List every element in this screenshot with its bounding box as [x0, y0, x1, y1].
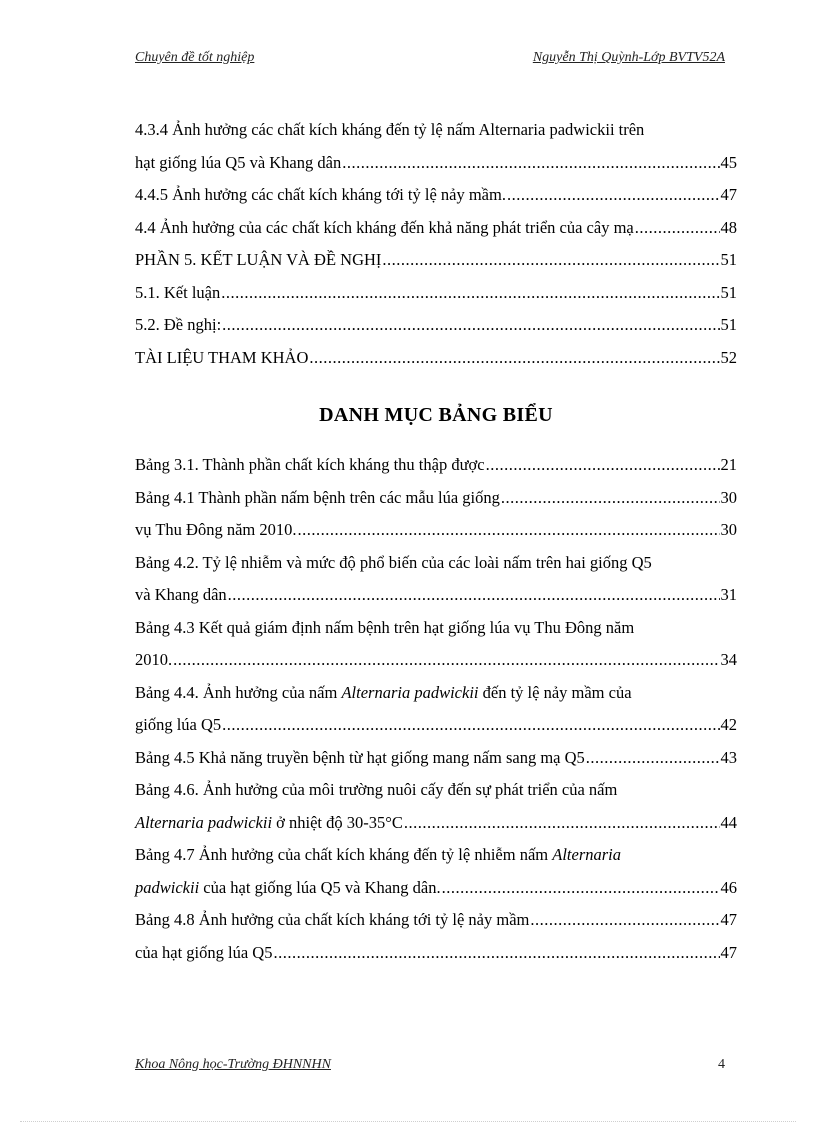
dot-leader: [309, 342, 719, 375]
dot-leader: [273, 937, 719, 970]
entry-text: của hạt giống lúa Q5: [135, 942, 273, 962]
header-right: Nguyễn Thị Quỳnh-Lớp BVTV52A: [532, 50, 725, 65]
dot-leader: [530, 904, 719, 937]
entry-page: 45: [720, 152, 737, 172]
toc-entry: [135, 179, 737, 212]
entry-first-line: Bảng 4.6. Ảnh hưởng của môi trường nuôi cấy đến sự phát triển của nấm: [135, 780, 618, 799]
table-entry: [135, 547, 737, 612]
dot-leader: [486, 449, 720, 482]
table-entry: [135, 742, 737, 775]
table-entry: [135, 449, 737, 482]
species-name: Alternaria padwickii: [135, 812, 273, 832]
dot-leader: [586, 742, 720, 775]
species-name: Alternaria padwickii: [341, 682, 479, 702]
table-entry: [135, 677, 737, 742]
toc-entry: [135, 309, 737, 342]
toc-section: [135, 114, 737, 374]
entry-text: và Khang dân: [135, 585, 227, 604]
entry-text: PHẦN 5. KẾT LUẬN VÀ ĐỀ NGHỊ: [135, 250, 382, 269]
entry-page: 51: [720, 315, 737, 334]
species-name: Alternaria: [552, 845, 621, 864]
toc-entry: [135, 114, 737, 179]
entry-text: 2010.: [135, 650, 173, 669]
entry-page: 44: [720, 812, 737, 832]
entry-first-line: [135, 839, 737, 872]
entry-page: 42: [720, 715, 737, 734]
entry-text: [135, 807, 403, 840]
toc-entry: [135, 244, 737, 277]
dot-leader: [635, 212, 720, 245]
dot-leader: [173, 644, 719, 677]
entry-text: 5.2. Đề nghị:: [135, 315, 222, 334]
entry-text: TÀI LIỆU THAM KHẢO: [135, 347, 309, 367]
table-entry: [135, 514, 737, 547]
table-entry: [135, 612, 737, 677]
entry-page: 46: [720, 877, 737, 897]
entry-page: 43: [720, 747, 737, 767]
entry-page: 30: [720, 520, 737, 539]
table-list-title: DANH MỤC BẢNG BIỂU: [319, 404, 553, 426]
entry-page: 51: [720, 282, 737, 302]
entry-page: 30: [720, 487, 737, 507]
entry-first-line: 4.3.4 Ảnh hưởng các chất kích kháng đến tỷ lệ nấm Alternaria padwickii trên: [135, 120, 645, 139]
entry-first-line: [135, 677, 737, 710]
species-name: padwickii: [135, 877, 200, 897]
dot-leader: [222, 709, 719, 742]
entry-text: hạt giống lúa Q5 và Khang dân: [135, 152, 342, 172]
page-footer: [135, 1057, 725, 1073]
entry-page: 21: [720, 455, 737, 474]
dot-leader: [228, 579, 720, 612]
entry-text-part: Bảng 4.4. Ảnh hưởng của nấm: [135, 682, 342, 702]
footer-left: Khoa Nông học-Trường ĐHNNHN: [135, 1057, 331, 1072]
entry-text: 4.4.5 Ảnh hưởng các chất kích kháng tới tỷ lệ nảy mầm.: [135, 185, 506, 204]
table-entry: [135, 839, 737, 904]
header-left: Chuyên đề tốt nghiệp: [135, 50, 255, 65]
toc-entry: [135, 277, 737, 310]
page-header: [135, 50, 725, 66]
dot-leader: [382, 244, 719, 277]
dot-leader: [442, 872, 720, 905]
toc-entry: [135, 342, 737, 375]
page-number: 4: [718, 1057, 725, 1072]
entry-text: 5.1. Kết luận: [135, 282, 221, 302]
entry-text-part: của hạt giống lúa Q5 và Khang dân.: [199, 877, 441, 897]
entry-text-part: ở nhiệt độ 30-35°C: [272, 812, 403, 832]
page-edge-divider: [20, 1121, 796, 1122]
entry-text: Bảng 4.5 Khả năng truyền bệnh từ hạt giống mang nấm sang mạ Q5: [135, 747, 585, 767]
dot-leader: [342, 147, 719, 180]
entry-first-line: Bảng 4.3 Kết quả giám định nấm bệnh trên hạt giống lúa vụ Thu Đông năm: [135, 617, 635, 637]
toc-entry: [135, 212, 737, 245]
entry-page: 47: [720, 185, 737, 204]
entry-text: Bảng 4.1 Thành phần nấm bệnh trên các mẫu lúa giống: [135, 487, 500, 507]
dot-leader: [297, 514, 719, 547]
entry-page: 47: [720, 910, 737, 929]
entry-page: 47: [720, 942, 737, 962]
table-entry: [135, 937, 737, 970]
entry-text: giống lúa Q5: [135, 715, 222, 734]
table-entry: [135, 774, 737, 839]
entry-page: 34: [720, 650, 737, 669]
document-body: [135, 114, 737, 969]
dot-leader: [507, 179, 720, 212]
table-entry: [135, 482, 737, 515]
entry-page: 52: [720, 347, 737, 367]
entry-text: vụ Thu Đông năm 2010.: [135, 520, 297, 539]
table-entry: [135, 904, 737, 937]
dot-leader: [222, 309, 719, 342]
dot-leader: [501, 482, 720, 515]
dot-leader: [404, 807, 720, 840]
entry-text: 4.4 Ảnh hưởng của các chất kích kháng đến khả năng phát triển của cây mạ: [135, 217, 634, 237]
entry-text-part: Bảng 4.7 Ảnh hưởng của chất kích kháng đến tỷ lệ nhiễm nấm: [135, 845, 553, 864]
entry-text: [135, 872, 441, 905]
dot-leader: [221, 277, 719, 310]
entry-text: Bảng 4.8 Ảnh hưởng của chất kích kháng tới tỷ lệ nảy mầm: [135, 910, 530, 929]
table-list-section: [135, 449, 737, 969]
entry-text-part: đến tỷ lệ nảy mầm của: [478, 682, 632, 702]
entry-page: 31: [720, 585, 737, 604]
entry-page: 51: [720, 250, 737, 269]
entry-text: Bảng 3.1. Thành phần chất kích kháng thu thập được: [135, 455, 485, 474]
entry-first-line: Bảng 4.2. Tỷ lệ nhiễm và mức độ phổ biến của các loài nấm trên hai giống Q5: [135, 552, 652, 572]
entry-page: 48: [720, 217, 737, 237]
